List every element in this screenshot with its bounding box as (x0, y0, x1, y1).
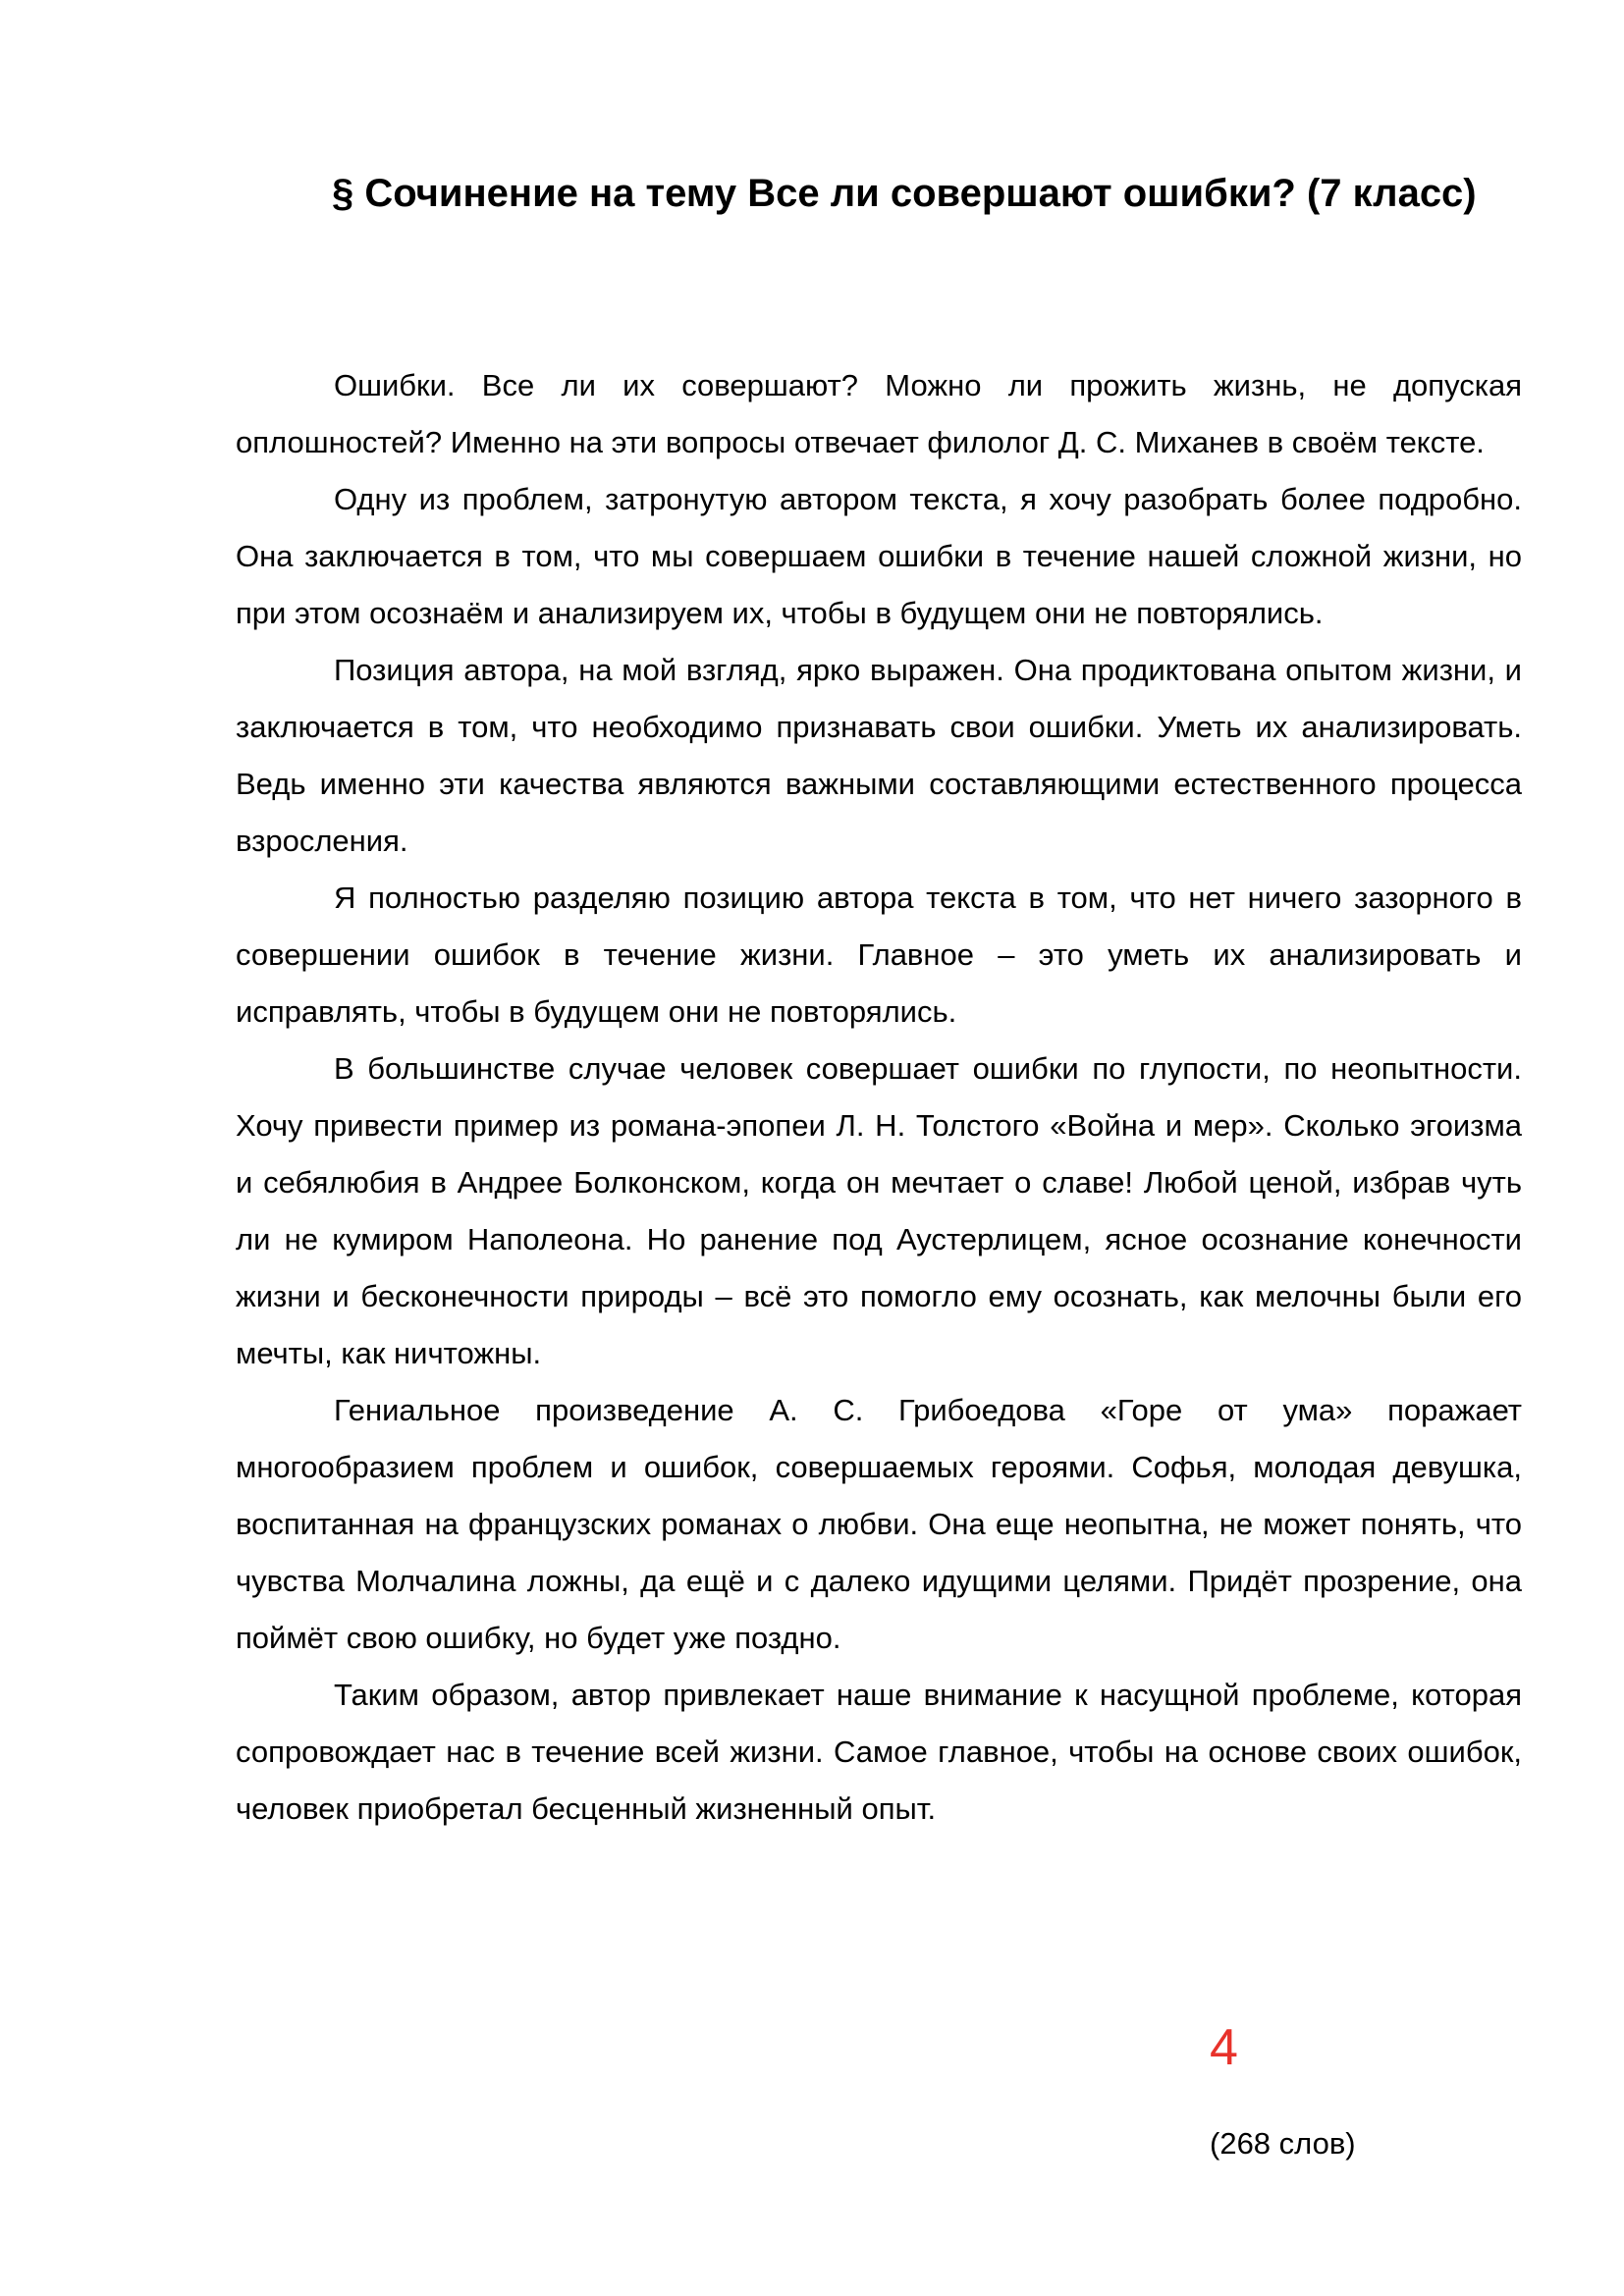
essay-paragraph: В большинстве случае человек совершает ошибки по глупости, по неопытности. Хочу привести пример из романа-эпопеи Л. Н. Толстого «Война и мер». Сколько эгоизма и себялюбия в Андрее Болконском, когда он мечтает о славе! Любой ценой, избрав чуть ли не кумиром Наполеона. Но ранение под Аустерлицем, ясное осознание конечности жизни и бесконечности природы – всё это помогло ему осознать, как мелочны были его мечты, как ничтожны. (236, 1051, 1522, 1370)
essay-paragraph: Одну из проблем, затронутую автором текста, я хочу разобрать более подробно. Она заключается в том, что мы совершаем ошибки в течение нашей сложной жизни, но при этом осознаём и анализируем их, чтобы в будущем они не повторялись. (236, 482, 1522, 630)
essay-body (236, 357, 1522, 1838)
score-mark: 4 (1210, 2019, 1238, 2076)
word-count: (268 слов) (1210, 2126, 1356, 2161)
essay-title: § Сочинение на тему Все ли совершают ошибки? (7 класс) (332, 172, 1477, 215)
essay-paragraph: Ошибки. Все ли их совершают? Можно ли прожить жизнь, не допуская оплошностей? Именно на эти вопросы отвечает филолог Д. С. Миханев в своём тексте. (236, 368, 1522, 459)
essay-paragraph: Позиция автора, на мой взгляд, ярко выражен. Она продиктована опытом жизни, и заключается в том, что необходимо признавать свои ошибки. Уметь их анализировать. Ведь именно эти качества являются важными составляющими естественного процесса взросления. (236, 653, 1522, 858)
essay-paragraph: Гениальное произведение А. С. Грибоедова «Горе от ума» поражает многообразием проблем и ошибок, совершаемых героями. Софья, молодая девушка, воспитанная на французских романах о любви. Она еще неопытна, не может понять, что чувства Молчалина ложны, да ещё и с далеко идущими целями. Придёт прозрение, она поймёт свою ошибку, но будет уже поздно. (236, 1393, 1522, 1655)
essay-paragraph: Я полностью разделяю позицию автора текста в том, что нет ничего зазорного в совершении ошибок в течение жизни. Главное – это уметь их анализировать и исправлять, чтобы в будущем они не повторялись. (236, 881, 1522, 1029)
essay-paragraph: Таким образом, автор привлекает наше внимание к насущной проблеме, которая сопровождает нас в течение всей жизни. Самое главное, чтобы на основе своих ошибок, человек приобретал бесценный жизненный опыт. (236, 1678, 1522, 1826)
